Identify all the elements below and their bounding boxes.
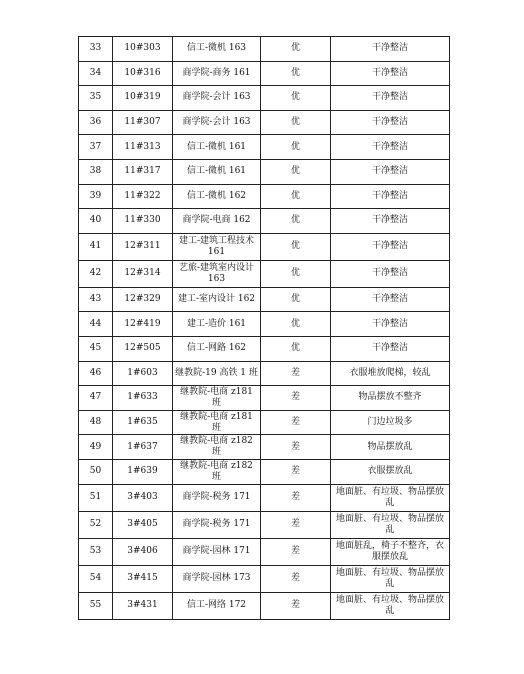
class-name: 信工-微机 163 bbox=[173, 37, 261, 62]
inspection-table-body bbox=[79, 37, 450, 620]
grade: 优 bbox=[261, 233, 331, 260]
table-row bbox=[79, 459, 450, 484]
table-row bbox=[79, 37, 450, 62]
remark: 衣服摆放乱 bbox=[331, 459, 450, 484]
row-number: 43 bbox=[79, 287, 113, 312]
class-name: 继教院-电商 z182 班 bbox=[173, 459, 261, 484]
remark: 衣服堆放爬梯，较乱 bbox=[331, 361, 450, 386]
class-name: 商学院-税务 171 bbox=[173, 511, 261, 538]
row-number: 40 bbox=[79, 209, 113, 234]
row-number: 44 bbox=[79, 312, 113, 337]
room-number: 1#603 bbox=[113, 361, 173, 386]
row-number: 51 bbox=[79, 484, 113, 511]
row-number: 53 bbox=[79, 538, 113, 565]
grade: 优 bbox=[261, 312, 331, 337]
row-number: 38 bbox=[79, 159, 113, 184]
table-row bbox=[79, 61, 450, 86]
class-name: 建工-造价 161 bbox=[173, 312, 261, 337]
remark: 地面脏乱，椅子不整齐，衣服摆放乱 bbox=[331, 538, 450, 565]
grade: 差 bbox=[261, 592, 331, 619]
class-name: 艺旅-建筑室内设计 163 bbox=[173, 260, 261, 287]
room-number: 1#633 bbox=[113, 386, 173, 411]
table-row bbox=[79, 110, 450, 135]
grade: 优 bbox=[261, 287, 331, 312]
remark: 干净整洁 bbox=[331, 260, 450, 287]
row-number: 55 bbox=[79, 592, 113, 619]
room-number: 12#314 bbox=[113, 260, 173, 287]
grade: 差 bbox=[261, 538, 331, 565]
grade: 差 bbox=[261, 410, 331, 435]
inspection-table bbox=[78, 36, 450, 620]
class-name: 信工-微机 161 bbox=[173, 135, 261, 160]
remark: 物品摆放乱 bbox=[331, 435, 450, 460]
class-name: 继教院-电商 z181 班 bbox=[173, 386, 261, 411]
grade: 差 bbox=[261, 565, 331, 592]
room-number: 1#637 bbox=[113, 435, 173, 460]
class-name: 商学院-商务 161 bbox=[173, 61, 261, 86]
class-name: 商学院-会计 163 bbox=[173, 86, 261, 111]
class-name: 商学院-电商 162 bbox=[173, 209, 261, 234]
remark: 干净整洁 bbox=[331, 312, 450, 337]
grade: 优 bbox=[261, 135, 331, 160]
table-row bbox=[79, 511, 450, 538]
remark: 干净整洁 bbox=[331, 110, 450, 135]
row-number: 52 bbox=[79, 511, 113, 538]
room-number: 11#313 bbox=[113, 135, 173, 160]
table-row bbox=[79, 287, 450, 312]
row-number: 42 bbox=[79, 260, 113, 287]
table-row bbox=[79, 233, 450, 260]
row-number: 34 bbox=[79, 61, 113, 86]
remark: 干净整洁 bbox=[331, 287, 450, 312]
row-number: 36 bbox=[79, 110, 113, 135]
table-row bbox=[79, 484, 450, 511]
remark: 干净整洁 bbox=[331, 135, 450, 160]
remark: 干净整洁 bbox=[331, 61, 450, 86]
grade: 差 bbox=[261, 361, 331, 386]
table-row bbox=[79, 386, 450, 411]
room-number: 11#330 bbox=[113, 209, 173, 234]
room-number: 10#319 bbox=[113, 86, 173, 111]
remark: 干净整洁 bbox=[331, 209, 450, 234]
class-name: 继教院-19 高铁 1 班 bbox=[173, 361, 261, 386]
row-number: 48 bbox=[79, 410, 113, 435]
grade: 差 bbox=[261, 511, 331, 538]
table-row bbox=[79, 312, 450, 337]
grade: 优 bbox=[261, 260, 331, 287]
room-number: 12#505 bbox=[113, 336, 173, 361]
room-number: 10#303 bbox=[113, 37, 173, 62]
class-name: 商学院-会计 163 bbox=[173, 110, 261, 135]
remark: 地面脏、有垃圾、物品摆放乱 bbox=[331, 592, 450, 619]
class-name: 建工-建筑工程技术 161 bbox=[173, 233, 261, 260]
grade: 差 bbox=[261, 459, 331, 484]
remark: 干净整洁 bbox=[331, 159, 450, 184]
table-row bbox=[79, 184, 450, 209]
room-number: 11#317 bbox=[113, 159, 173, 184]
row-number: 47 bbox=[79, 386, 113, 411]
room-number: 3#406 bbox=[113, 538, 173, 565]
row-number: 37 bbox=[79, 135, 113, 160]
grade: 优 bbox=[261, 86, 331, 111]
row-number: 49 bbox=[79, 435, 113, 460]
room-number: 3#405 bbox=[113, 511, 173, 538]
class-name: 信工-网路 162 bbox=[173, 336, 261, 361]
table-row bbox=[79, 209, 450, 234]
table-row bbox=[79, 361, 450, 386]
remark: 干净整洁 bbox=[331, 336, 450, 361]
table-row bbox=[79, 159, 450, 184]
remark: 干净整洁 bbox=[331, 37, 450, 62]
table-row bbox=[79, 135, 450, 160]
room-number: 3#415 bbox=[113, 565, 173, 592]
room-number: 12#311 bbox=[113, 233, 173, 260]
class-name: 信工-微机 161 bbox=[173, 159, 261, 184]
table-row bbox=[79, 565, 450, 592]
remark: 物品摆放不整齐 bbox=[331, 386, 450, 411]
table-row bbox=[79, 592, 450, 619]
class-name: 继教院-电商 z181 班 bbox=[173, 410, 261, 435]
remark: 地面脏、有垃圾、物品摆放乱 bbox=[331, 484, 450, 511]
row-number: 39 bbox=[79, 184, 113, 209]
table-row bbox=[79, 538, 450, 565]
room-number: 1#639 bbox=[113, 459, 173, 484]
class-name: 商学院-园林 173 bbox=[173, 565, 261, 592]
table-row bbox=[79, 260, 450, 287]
remark: 干净整洁 bbox=[331, 86, 450, 111]
table-row bbox=[79, 435, 450, 460]
remark: 门边垃圾多 bbox=[331, 410, 450, 435]
grade: 优 bbox=[261, 209, 331, 234]
class-name: 商学院-税务 171 bbox=[173, 484, 261, 511]
room-number: 3#431 bbox=[113, 592, 173, 619]
remark: 地面脏、有垃圾、物品摆放乱 bbox=[331, 511, 450, 538]
grade: 优 bbox=[261, 336, 331, 361]
room-number: 10#316 bbox=[113, 61, 173, 86]
room-number: 12#419 bbox=[113, 312, 173, 337]
class-name: 建工-室内设计 162 bbox=[173, 287, 261, 312]
grade: 优 bbox=[261, 110, 331, 135]
class-name: 继教院-电商 z182 班 bbox=[173, 435, 261, 460]
row-number: 33 bbox=[79, 37, 113, 62]
room-number: 11#307 bbox=[113, 110, 173, 135]
grade: 优 bbox=[261, 61, 331, 86]
table-row bbox=[79, 336, 450, 361]
row-number: 46 bbox=[79, 361, 113, 386]
grade: 差 bbox=[261, 484, 331, 511]
grade: 优 bbox=[261, 159, 331, 184]
row-number: 50 bbox=[79, 459, 113, 484]
grade: 优 bbox=[261, 184, 331, 209]
table-row bbox=[79, 86, 450, 111]
grade: 差 bbox=[261, 386, 331, 411]
class-name: 信工-微机 162 bbox=[173, 184, 261, 209]
table-row bbox=[79, 410, 450, 435]
grade: 优 bbox=[261, 37, 331, 62]
row-number: 35 bbox=[79, 86, 113, 111]
remark: 干净整洁 bbox=[331, 233, 450, 260]
row-number: 45 bbox=[79, 336, 113, 361]
remark: 干净整洁 bbox=[331, 184, 450, 209]
room-number: 11#322 bbox=[113, 184, 173, 209]
row-number: 41 bbox=[79, 233, 113, 260]
class-name: 商学院-园林 171 bbox=[173, 538, 261, 565]
grade: 差 bbox=[261, 435, 331, 460]
row-number: 54 bbox=[79, 565, 113, 592]
room-number: 3#403 bbox=[113, 484, 173, 511]
class-name: 信工-网络 172 bbox=[173, 592, 261, 619]
room-number: 12#329 bbox=[113, 287, 173, 312]
room-number: 1#635 bbox=[113, 410, 173, 435]
remark: 地面脏、有垃圾、物品摆放乱 bbox=[331, 565, 450, 592]
